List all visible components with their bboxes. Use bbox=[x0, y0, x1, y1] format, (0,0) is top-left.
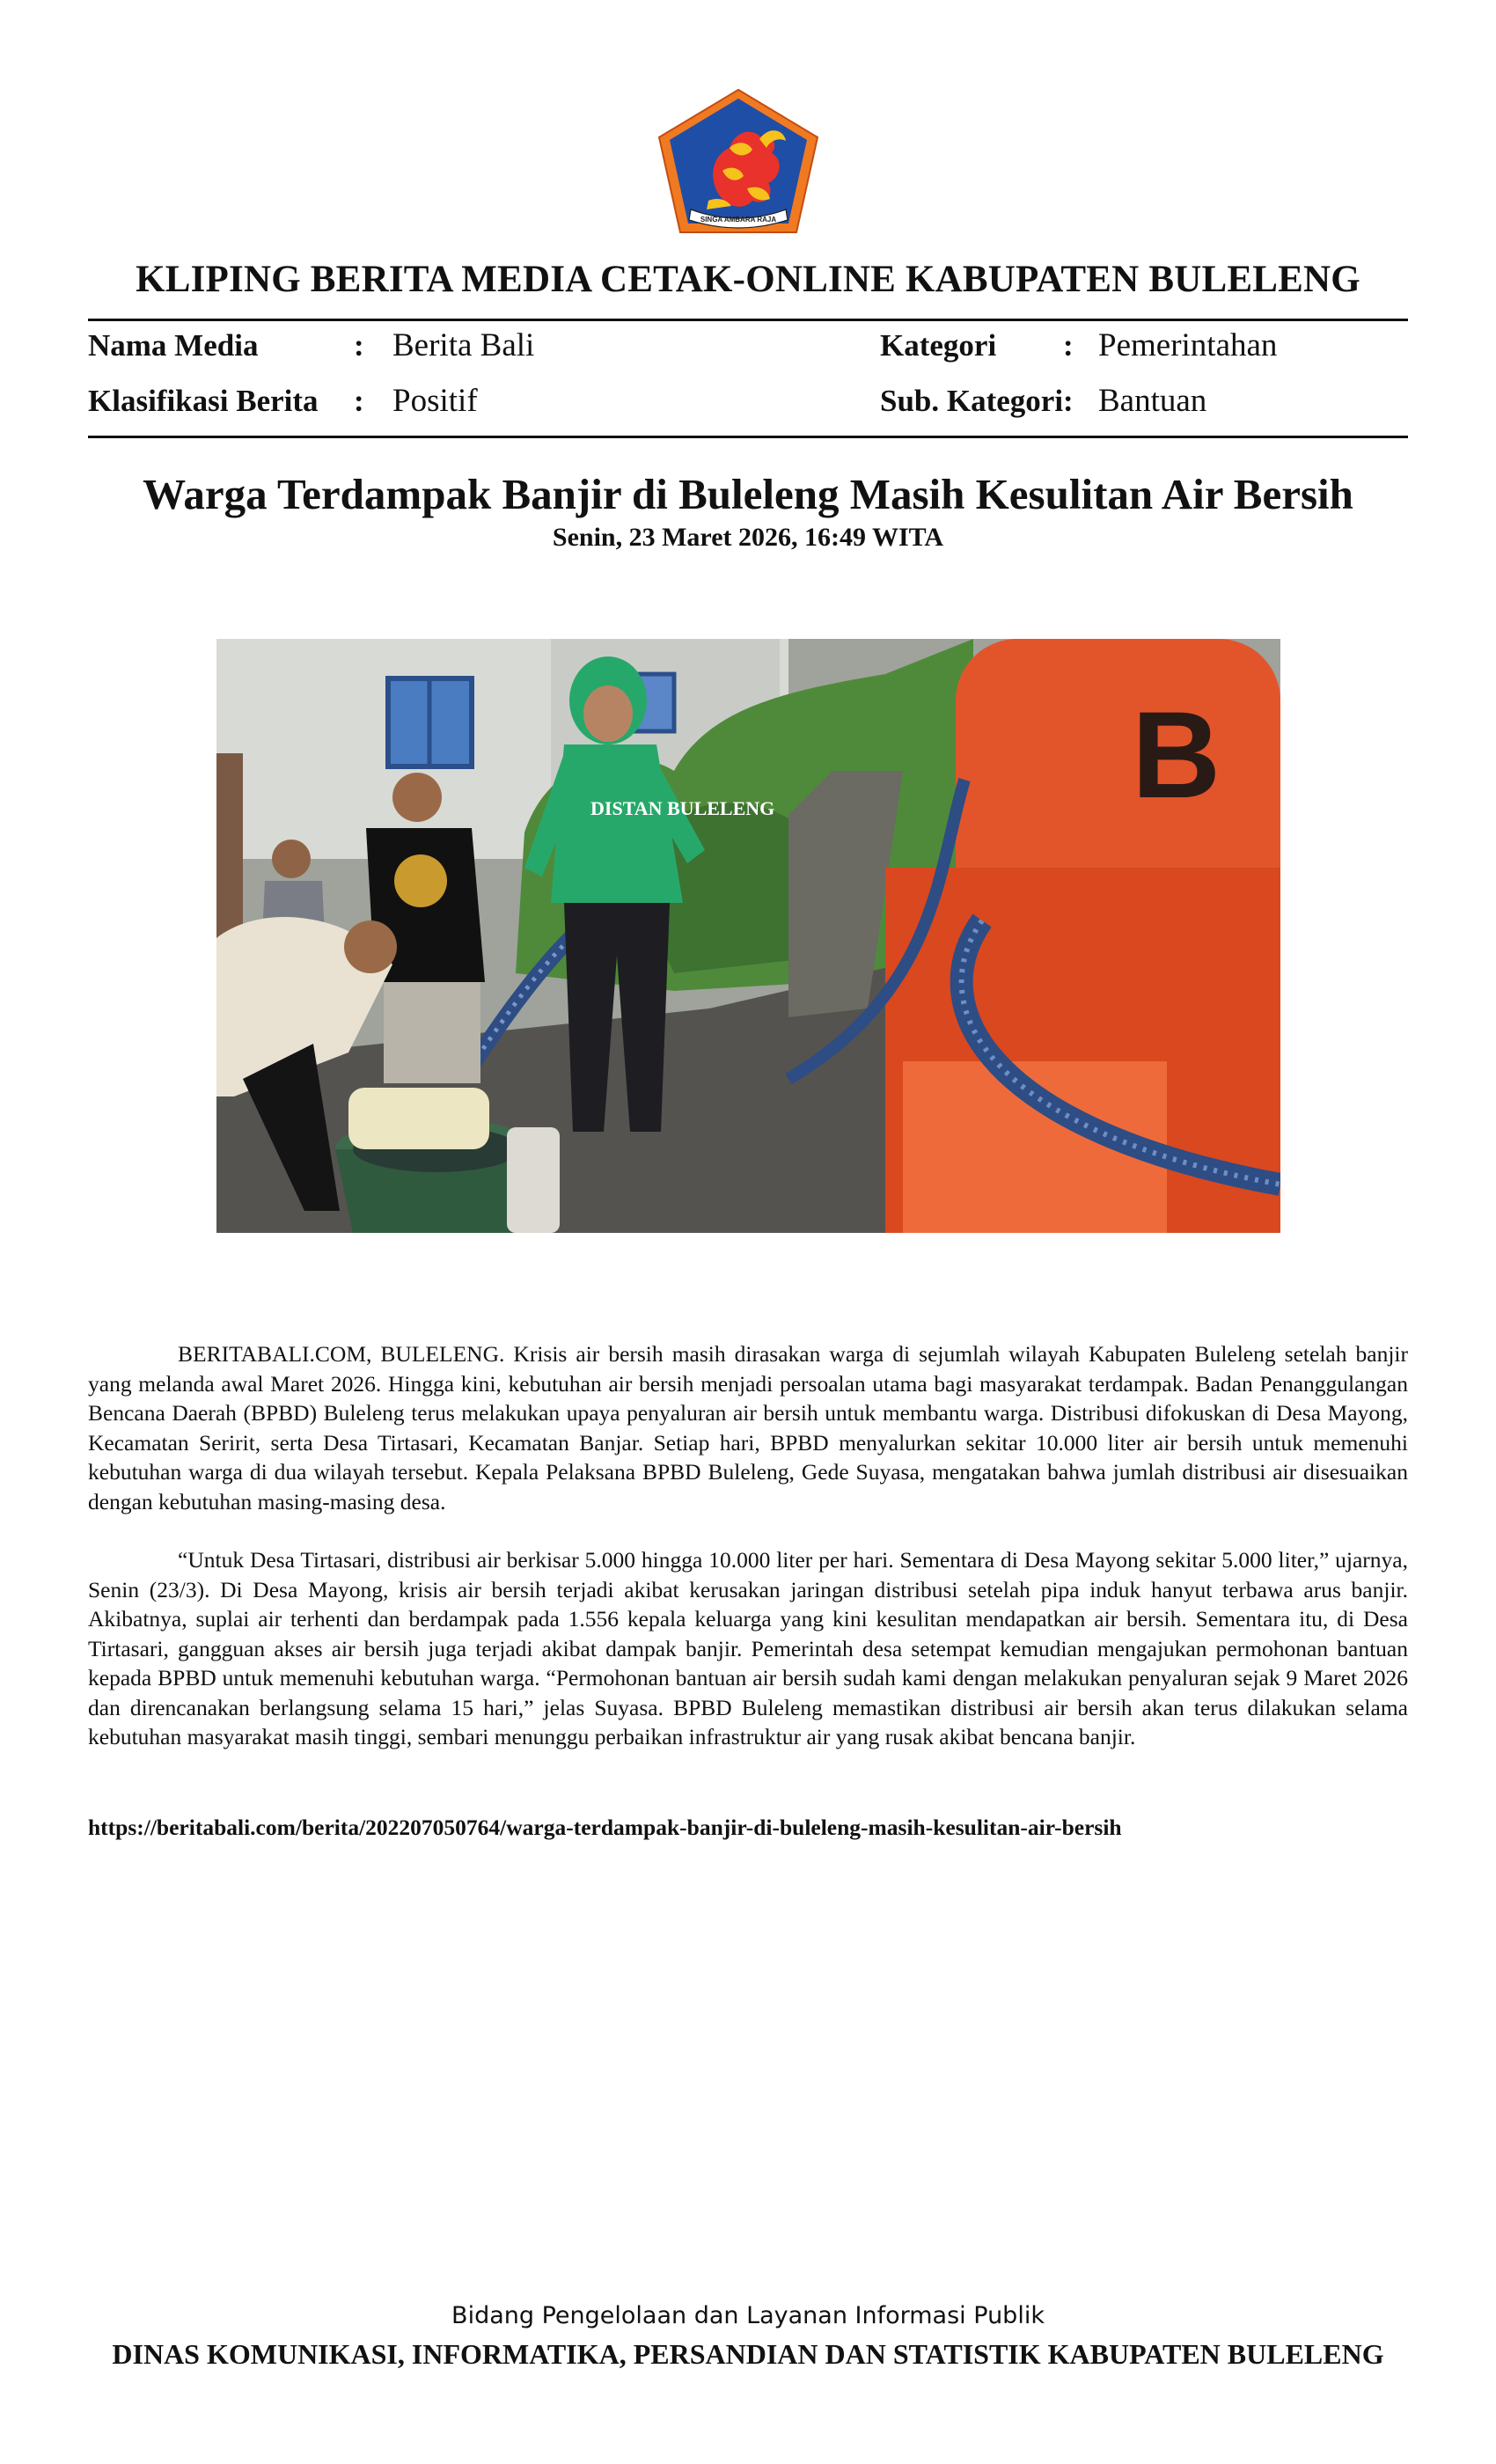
subkategori-label: Sub. Kategori bbox=[880, 384, 1064, 418]
document-title: KLIPING BERITA MEDIA CETAK-ONLINE KABUPATEN BULELENG bbox=[136, 259, 1360, 300]
article-date: Senin, 23 Maret 2026, 16:49 WITA bbox=[552, 523, 944, 552]
klasifikasi-label: Klasifikasi Berita bbox=[88, 384, 319, 418]
divider-top bbox=[88, 319, 1408, 321]
kabupaten-buleleng-emblem bbox=[656, 86, 821, 236]
subkategori-colon: : bbox=[1063, 384, 1074, 418]
shirt-text: DISTAN BULELENG bbox=[590, 797, 775, 819]
klasifikasi-value: Positif bbox=[392, 383, 478, 419]
klasifikasi-colon: : bbox=[354, 384, 364, 418]
article-photo bbox=[216, 639, 1280, 1233]
article-body bbox=[88, 1339, 1408, 1781]
kategori-colon: : bbox=[1063, 328, 1074, 363]
media-colon: : bbox=[354, 328, 364, 363]
kategori-value: Pemerintahan bbox=[1098, 327, 1278, 363]
subkategori-value: Bantuan bbox=[1098, 383, 1207, 419]
media-value: Berita Bali bbox=[392, 327, 535, 363]
article-headline: Warga Terdampak Banjir di Buleleng Masih Kesulitan Air Bersih bbox=[143, 470, 1353, 518]
media-label: Nama Media bbox=[88, 328, 259, 363]
divider-bottom bbox=[88, 436, 1408, 438]
kategori-label: Kategori bbox=[880, 328, 997, 363]
footer-agency: DINAS KOMUNIKASI, INFORMATIKA, PERSANDIAN DAN STATISTIK KABUPATEN BULELENG bbox=[112, 2338, 1384, 2370]
emblem-motto: SINGA AMBARA RAJA bbox=[700, 216, 777, 224]
tank-letter: B bbox=[1132, 686, 1221, 824]
footer-unit: Bidang Pengelolaan dan Layanan Informasi Publik bbox=[451, 2302, 1045, 2329]
article-paragraph: “Untuk Desa Tirtasari, distribusi air berkisar 5.000 hingga 10.000 liter per hari. Sementara di Desa Mayong sekitar 5.000 liter,” ujarnya, Senin (23/3). Di Desa Mayong, krisis air bersih terjadi akibat kerusakan jaringan distribusi setelah pipa induk hanyut terbawa arus banjir. Akibatnya, suplai air terhenti dan berdampak pada 1.556 kepala keluarga yang kini kesulitan mendapatkan air bersih. Sementara itu, di Desa Tirtasari, gangguan akses air bersih juga terjadi akibat dampak banjir. Pemerintah desa setempat kemudian mengajukan permohonan bantuan kepada BPBD untuk memenuhi kebutuhan warga. “Permohonan bantuan air bersih sudah kami dengan melakukan penyaluran sejak 9 Maret 2026 dan direncanakan berlangsung selama 15 hari,” jelas Suyasa. BPBD Buleleng memastikan distribusi air bersih akan terus dilakukan selama kebutuhan masyarakat masih tinggi, sembari menunggu perbaikan infrastruktur air yang rusak akibat bencana banjir. bbox=[88, 1547, 1408, 1749]
article-paragraph: BERITABALI.COM, BULELENG. Krisis air bersih masih dirasakan warga di sejumlah wilayah Kabupaten Buleleng setelah banjir yang melanda awal Maret 2026. Hingga kini, kebutuhan air bersih menjadi persoalan utama bagi masyarakat terdampak. Badan Penanggulangan Bencana Daerah (BPBD) Buleleng terus melakukan upaya penyaluran air bersih untuk membantu warga. Distribusi difokuskan di Desa Mayong, Kecamatan Seririt, serta Desa Tirtasari, Kecamatan Banjar. Setiap hari, BPBD menyalurkan sekitar 10.000 liter air bersih untuk memenuhi kebutuhan warga di dua wilayah tersebut. Kepala Pelaksana BPBD Buleleng, Gede Suyasa, mengatakan bahwa jumlah distribusi air disesuaikan dengan kebutuhan masing-masing desa. bbox=[88, 1341, 1408, 1514]
source-url-link[interactable]: https://beritabali.com/berita/202207050764/warga-terdampak-banjir-di-buleleng-masih-kesulitan-air-bersih bbox=[88, 1815, 1122, 1840]
